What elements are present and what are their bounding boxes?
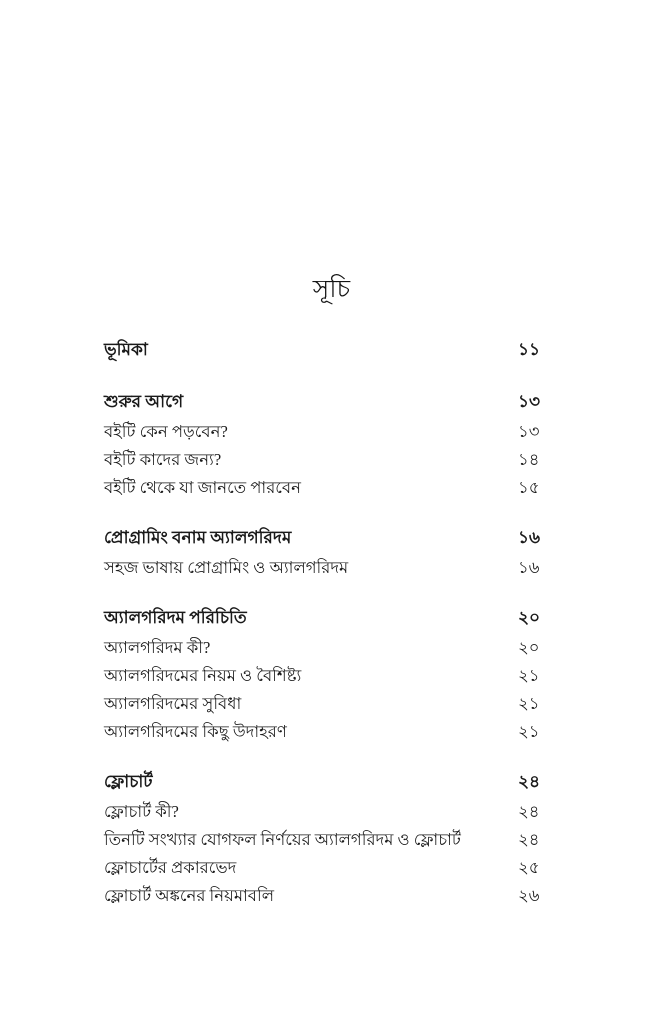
toc-page-number: ১৪: [518, 450, 540, 469]
toc-section-row[interactable]: [104, 554, 564, 582]
toc-page-number: ২০: [518, 608, 541, 627]
toc-entry-label: প্রোগ্রামিং বনাম অ্যালগরিদম: [104, 528, 292, 547]
toc-entry-label: অ্যালগরিদমের নিয়ম ও বৈশিষ্ট্য: [104, 666, 302, 685]
toc-page-number: ২৬: [518, 886, 540, 905]
toc-entry-label: তিনটি সংখ্যার যোগফল নির্ণয়ের অ্যালগরিদম ও ফ্লোচার্ট: [104, 830, 461, 849]
toc-page-number: ২৪: [518, 772, 541, 791]
toc-chapter-row[interactable]: [104, 522, 564, 554]
toc-section-row[interactable]: [104, 474, 564, 502]
toc-section-row[interactable]: [104, 718, 564, 746]
toc-page-number: ১৫: [518, 478, 540, 497]
toc-section-row[interactable]: [104, 826, 564, 854]
toc-entry-label: ফ্লোচার্ট কী?: [104, 802, 179, 821]
toc-group: [104, 522, 564, 582]
toc-section-row[interactable]: [104, 446, 564, 474]
toc-group: [104, 334, 564, 366]
toc-entry-label: অ্যালগরিদম কী?: [104, 638, 211, 657]
toc-entry-label: বইটি থেকে যা জানতে পারবেন: [104, 478, 301, 497]
toc-page-number: ২১: [518, 694, 540, 713]
toc-entry-label: অ্যালগরিদম পরিচিতি: [104, 608, 247, 627]
toc-entry-label: অ্যালগরিদমের কিছু উদাহরণ: [104, 722, 287, 741]
page-title: সূচি: [312, 276, 351, 303]
table-of-contents-list: [104, 334, 564, 910]
toc-section-row[interactable]: [104, 882, 564, 910]
toc-chapter-row[interactable]: [104, 766, 564, 798]
toc-page-number: ২৪: [518, 802, 540, 821]
toc-entry-label: বইটি কাদের জন্য?: [104, 450, 222, 469]
toc-entry-label: ভূমিকা: [104, 340, 148, 359]
toc-page-number: ২১: [518, 722, 540, 741]
toc-entry-label: সহজ ভাষায় প্রোগ্রামিং ও অ্যালগরিদম: [104, 558, 349, 577]
toc-entry-label: ফ্লোচার্ট অঙ্কনের নিয়মাবলি: [104, 886, 274, 905]
toc-group: [104, 386, 564, 502]
toc-page-number: ২১: [518, 666, 540, 685]
toc-section-row[interactable]: [104, 798, 564, 826]
toc-page-number: ১৬: [518, 558, 540, 577]
toc-entry-label: শুরুর আগে: [104, 392, 184, 411]
toc-page-number: ১৩: [518, 422, 540, 441]
toc-page-number: ১৩: [518, 392, 541, 411]
toc-entry-label: ফ্লোচার্টের প্রকারভেদ: [104, 858, 237, 877]
toc-section-row[interactable]: [104, 854, 564, 882]
toc-section-row[interactable]: [104, 662, 564, 690]
toc-section-row[interactable]: [104, 418, 564, 446]
toc-page-number: ২০: [518, 638, 540, 657]
toc-chapter-row[interactable]: [104, 334, 564, 366]
toc-section-row[interactable]: [104, 634, 564, 662]
toc-group: [104, 766, 564, 910]
toc-section-row[interactable]: [104, 690, 564, 718]
toc-page-number: ২৫: [518, 858, 540, 877]
toc-entry-label: অ্যালগরিদমের সুবিধা: [104, 694, 242, 713]
toc-entry-label: বইটি কেন পড়বেন?: [104, 422, 228, 441]
toc-chapter-row[interactable]: [104, 386, 564, 418]
toc-page-number: ২৪: [518, 830, 540, 849]
toc-page-number: ১১: [518, 340, 541, 359]
toc-group: [104, 602, 564, 746]
toc-entry-label: ফ্লোচার্ট: [104, 772, 153, 791]
toc-chapter-row[interactable]: [104, 602, 564, 634]
toc-page-number: ১৬: [518, 528, 541, 547]
